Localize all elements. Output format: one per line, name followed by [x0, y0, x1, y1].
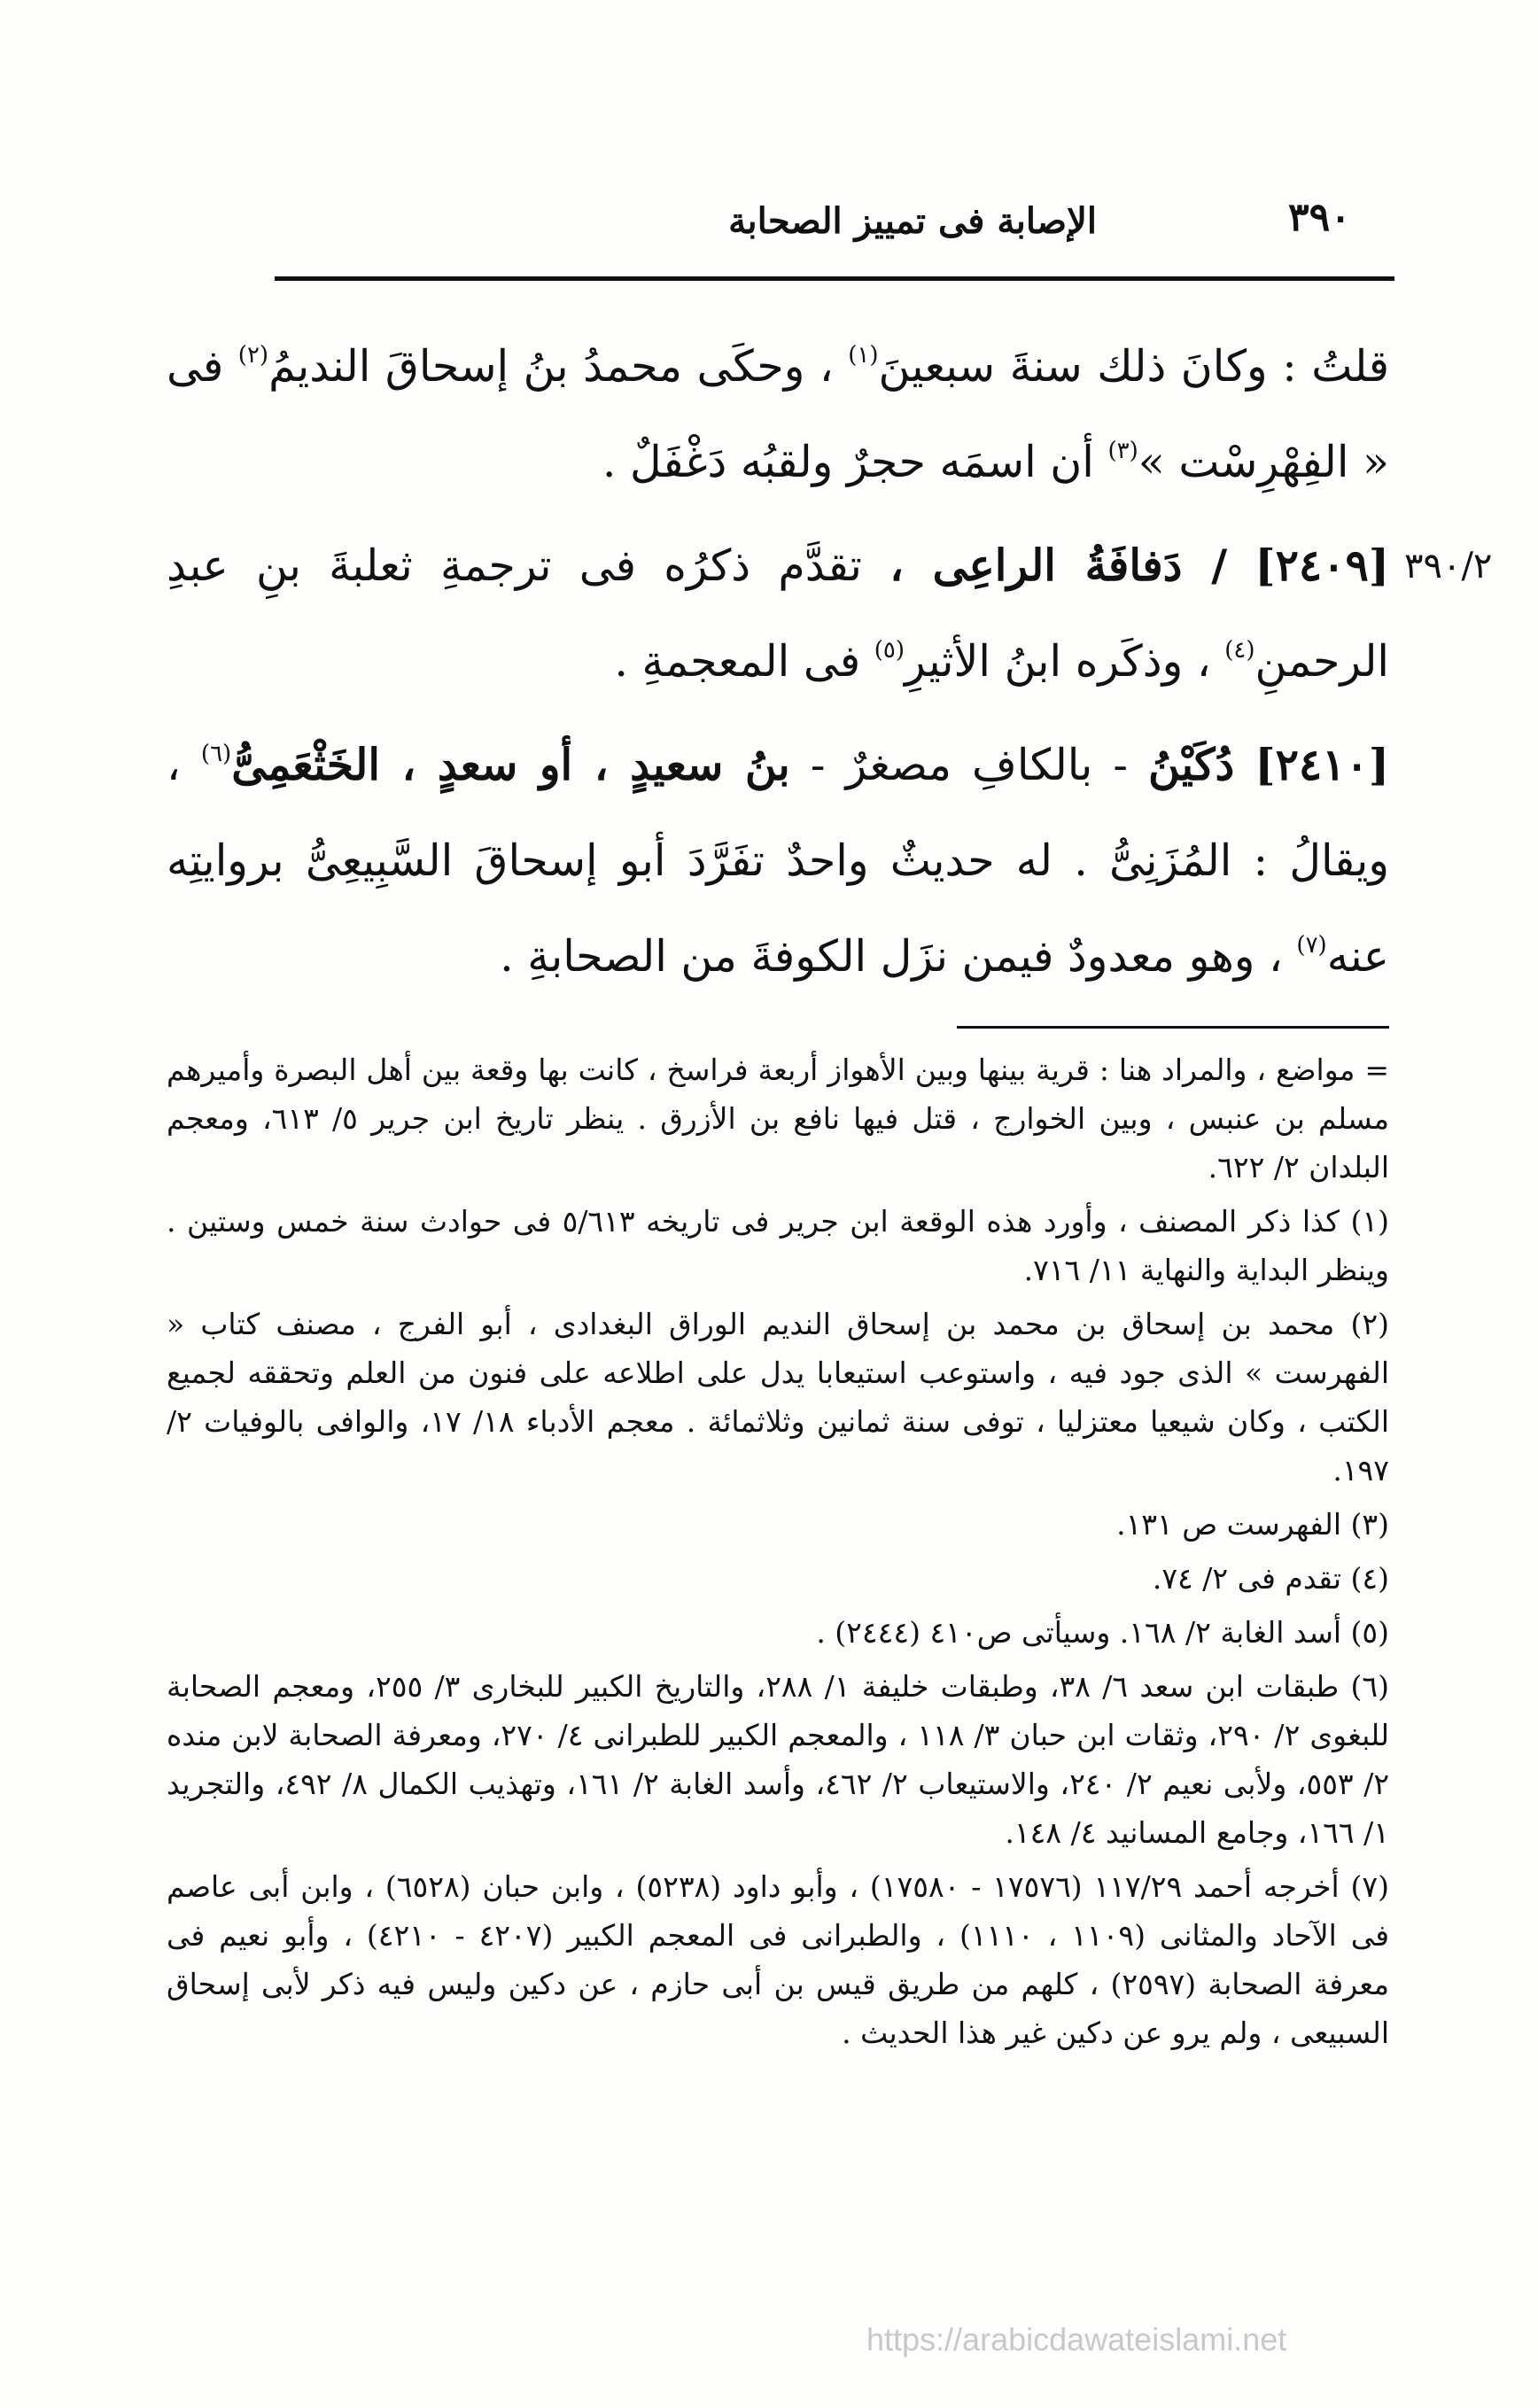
text-segment: ، وحكَى محمدُ بنُ إسحاقَ النديمُ — [268, 341, 834, 392]
footnote-6: (٦) طبقات ابن سعد ٦/ ٣٨، وطبقات خليفة ١/ ٢٨٨، والتاريخ الكبير للبخارى ٣/ ٢٥٥، ومعجم الصحابة للبغوى ٢/ ٢٩٠، وثقات ابن حبان ٣/ ١١٨ ، والمعجم الكبير للطبرانى ٤/ ٢٧٠، ومعرفة الصحابة لابن منده ٢/ ٥٥٣، ولأبى نعيم ٢/ ٢٤٠، والاستيعاب ٢/ ٤٦٢، وأسد الغابة ٢/ ١٦١، وتهذيب الكمال ٨/ ٤٩٢، والتجريد ١/ ١٦٦، وجامع المسانيد ٤/ ١٤٨. — [167, 1669, 1390, 1850]
text-segment: فى المعجمةِ . — [614, 636, 861, 687]
footnote-4: (٤) تقدم فى ٢/ ٧٤. — [1152, 1561, 1389, 1596]
text-segment: ، وذكَره ابنُ الأثيرِ — [905, 636, 1211, 687]
entry-number: [٢٤١٠] — [1254, 739, 1390, 790]
footnote-2: (٢) محمد بن إسحاق بن محمد بن إسحاق النديم الوراق البغدادى ، أبو الفرج ، مصنف كتاب « الفهرست » الذى جود فيه ، واستوعب استيعابا يدل على اطلاعه على فنون من العلم وتحققه لجميع الكتب ، وكان شيعيا معتزليا ، توفى سنة ثمانين وثلاثمائة . معجم الأدباء ١٨/ ١٧، والوافى بالوفيات ٢/ ١٩٧. — [167, 1307, 1389, 1488]
footnote-ref-5: (٥) — [874, 636, 905, 664]
watermark-url: https://arabicdawateislami.net — [866, 2321, 1287, 2358]
footnotes — [167, 1045, 1389, 2062]
entry-lineage: بنُ سعيدٍ ، أو سعدٍ ، الخَثْعَمِىُّ — [231, 739, 790, 790]
footnote-ref-7: (٧) — [1296, 931, 1327, 959]
text-segment: قلتُ : وكانَ ذلك سنةَ سبعينَ — [878, 341, 1389, 392]
running-title: الإصابة فى تمييز الصحابة — [728, 200, 1097, 242]
text-segment: - بالكافِ مصغرٌ - — [810, 740, 1128, 790]
entry-2410 — [167, 717, 1389, 1005]
text-segment: أن اسمَه حجرٌ ولقبُه دَغْفَلٌ . — [602, 437, 1094, 487]
footnote-ref-4: (٤) — [1224, 636, 1255, 664]
footnote-5: (٥) أسد الغابة ٢/ ١٦٨. وسيأتى ص٤١٠ (٢٤٤٤) . — [816, 1615, 1389, 1650]
footnote-7: (٧) أخرجه أحمد ١١٧/٢٩ (١٧٥٧٦ - ١٧٥٨٠) ، وأبو داود (٥٢٣٨) ، وابن حبان (٦٥٢٨) ، وابن أبى عاصم فى الآحاد والمثانى (١١٠٩ ، ١١١٠) ، والطبرانى فى المعجم الكبير (٤٢٠٧ - ٤٢١٠) ، وأبو نعيم فى معرفة الصحابة (٢٥٩٧) ، كلهم من طريق قيس بن أبى حازم ، عن دكين وليس فيه ذكر لأبى إسحاق السبيعى ، ولم يرو عن دكين غير هذا الحديث . — [167, 1869, 1389, 2050]
text-segment: فى « الفِهْرِسْت » — [167, 341, 1389, 487]
footnote-continuation: = مواضع ، والمراد هنا : قرية بينها وبين الأهواز أربعة فراسخ ، كانت بها وقعة بين أهل البصرة وأميرهم مسلم بن عنبس ، وبين الخوارج ، قتل فيها نافع بن الأزرق . ينظر تاريخ ابن جرير ٥/ ٦١٣، ومعجم البلدان ٢/ ٦٢٢. — [167, 1053, 1389, 1185]
paragraph-qultu — [167, 319, 1389, 510]
entry-name: دُكَيْنُ — [1148, 739, 1235, 790]
footnote-3: (٣) الفهرست ص ١٣١. — [1116, 1507, 1389, 1542]
footnote-ref-3: (٣) — [1107, 437, 1138, 464]
text-segment: تقدَّم ذكرُه فى ترجمةِ ثعلبةَ بنِ عبدِ الرحمنِ — [167, 540, 1389, 687]
footnote-rule — [957, 1026, 1389, 1029]
footnote-ref-6: (٦) — [200, 740, 232, 767]
header-rule — [275, 276, 1394, 281]
margin-reference: ٣٩٠/٢ — [1404, 546, 1493, 586]
entry-number: [٢٤٠٩] — [1254, 540, 1390, 591]
entry-name: / دَفافَةُ الراعِى ، — [889, 540, 1228, 591]
page-number: ٣٩٠ — [1288, 195, 1351, 240]
page-header — [282, 193, 1389, 255]
text-segment: ، ويقالُ : المُزَنِىُّ . له حديثٌ واحدٌ تفَرَّدَ أبو إسحاقَ السَّبِيعِىُّ بروايتِه عنه — [167, 740, 1389, 982]
footnote-1: (١) كذا ذكر المصنف ، وأورد هذه الوقعة ابن جرير فى تاريخه ٥/٦١٣ فى حوادث سنة خمس وستين . وينظر البداية والنهاية ١١/ ٧١٦. — [167, 1204, 1389, 1287]
main-text — [167, 319, 1389, 1005]
footnote-ref-2: (٢) — [237, 341, 269, 369]
footnote-ref-1: (١) — [848, 341, 879, 369]
text-segment: ، وهو معدودٌ فيمن نزَل الكوفةَ من الصحابةِ . — [500, 931, 1283, 982]
entry-2409 — [167, 517, 1389, 710]
